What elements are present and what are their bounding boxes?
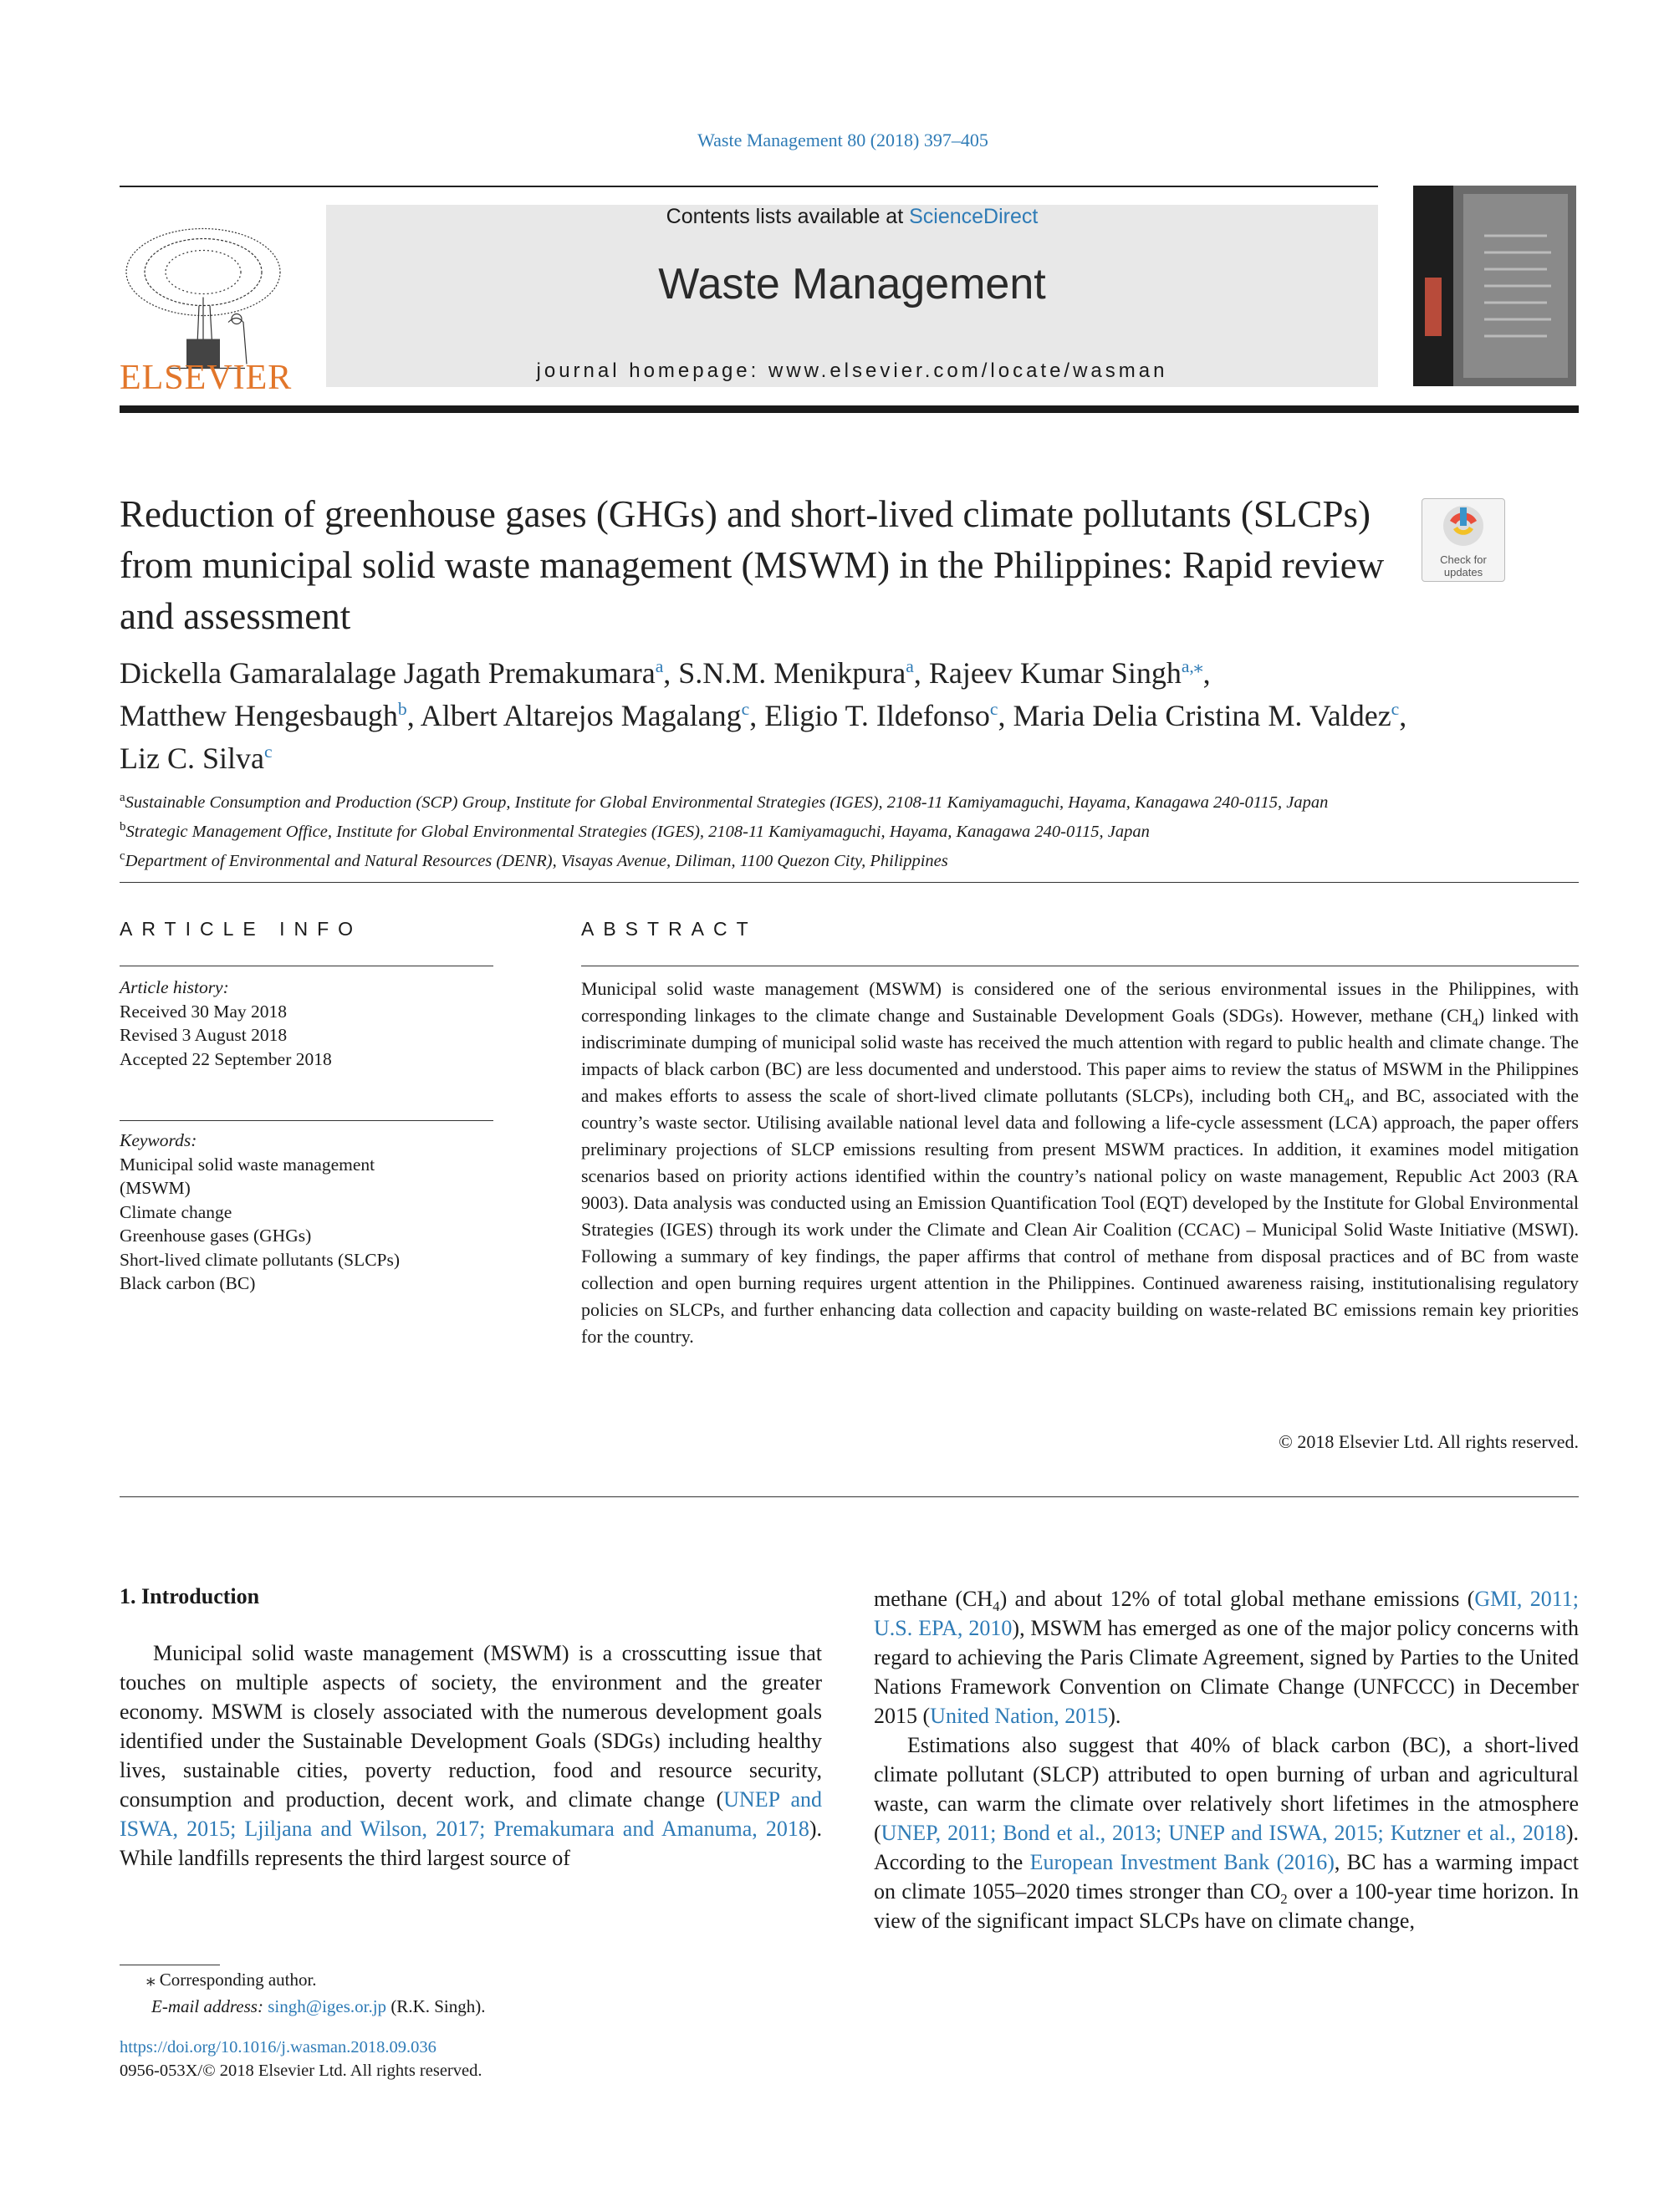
affiliations-rule xyxy=(120,882,1579,883)
body-text: Municipal solid waste management (MSWM) is a crosscutting issue that touches on multiple aspects of society, the environment and the greater economy. MSWM is closely associated with the numerous development goals identified under the Sustainable Development Goals (SDGs) including healthy lives, sustainable cities, poverty reduction, food and resource security, consumption and production, decent work, and climate change ( xyxy=(120,1641,822,1812)
corresponding-label: Corresponding author. xyxy=(159,1970,317,1990)
citation-link[interactable]: UNEP and ISWA, 2015; Ljiljana and Wilson, 2017; Premakumara and Amanuma, 2018 xyxy=(120,1787,822,1841)
revised-date: Revised 3 August 2018 xyxy=(120,1025,288,1045)
affiliation-mark[interactable]: c xyxy=(741,699,750,719)
email-label: E-mail address: xyxy=(151,1996,268,2016)
abstract-heading: ABSTRACT xyxy=(581,918,758,940)
separator: , xyxy=(1202,656,1211,690)
keyword: (MSWM) xyxy=(120,1178,191,1198)
crossmark-icon xyxy=(1422,499,1504,549)
body-text: Estimations also suggest that 40% of black carbon (BC), a short-lived climate pollutant (SLCP) attributed to open burning of urban and agricultural waste, can warm the climate over relatively short lifetimes in the atmosphere ( xyxy=(874,1733,1579,1845)
subscript: 4 xyxy=(1472,1016,1478,1030)
email-owner: (R.K. Singh). xyxy=(386,1996,486,2016)
citation-link[interactable]: European Investment Bank (2016) xyxy=(1029,1850,1335,1874)
affiliation-mark[interactable]: c xyxy=(1391,699,1400,719)
article-info-heading: ARTICLE INFO xyxy=(120,918,363,940)
affiliation-marker: c xyxy=(120,849,125,863)
author[interactable]: Maria Delia Cristina M. Valdez xyxy=(1013,699,1391,732)
header-top-rule xyxy=(120,186,1378,187)
author[interactable]: Liz C. Silva xyxy=(120,742,264,775)
body-text: ) and about 12% of total global methane emissions ( xyxy=(999,1587,1475,1611)
subscript: 4 xyxy=(1344,1096,1350,1110)
author[interactable]: Rajeev Kumar Singh xyxy=(928,656,1182,690)
elsevier-wordmark: ELSEVIER xyxy=(120,359,293,397)
affiliation-mark[interactable]: a,⁎ xyxy=(1181,656,1203,676)
body-text: ). xyxy=(1108,1704,1121,1728)
keywords-rule xyxy=(120,1120,493,1121)
author[interactable]: Matthew Hengesbaugh xyxy=(120,699,398,732)
affiliation-mark[interactable]: a xyxy=(906,656,914,676)
subscript: 4 xyxy=(993,1598,1000,1615)
intro-paragraph-2 xyxy=(874,1730,1579,1935)
affiliation-mark[interactable]: b xyxy=(397,699,407,719)
citation-link[interactable]: UNEP, 2011; Bond et al., 2013; UNEP and ISWA, 2015; Kutzner et al., 2018 xyxy=(881,1821,1566,1845)
affiliation-mark[interactable]: c xyxy=(264,742,273,762)
body-text: methane (CH xyxy=(874,1587,993,1611)
abstract-part: Municipal solid waste management (MSWM) is considered one of the serious environmental issues in the Philippines, with corresponding linkages to the climate change and Sustainable Development Goals (SDGs). However, methane (CH xyxy=(581,978,1579,1026)
separator: , xyxy=(406,699,421,732)
affiliation-text: Sustainable Consumption and Production (SCP) Group, Institute for Global Environmental Strategies (IGES), 2108-11 Kamiyamaguchi, Hayama, Kanagawa 240-0115, Japan xyxy=(125,793,1329,812)
corresponding-author-footnote xyxy=(146,1966,815,2020)
header-bottom-rule xyxy=(120,405,1579,413)
author-list xyxy=(120,652,1579,780)
abstract-part: ) linked with indiscriminate dumping of municipal solid waste has received the much attention with regard to public health and climate change. The impacts of black carbon (BC) are less documented and understood. This paper aims to review the status of MSWM in the Philippines and makes efforts to assess the scale of short-lived climate pollutants (SLCPs), including both CH xyxy=(581,1005,1579,1106)
separator: , xyxy=(998,699,1013,732)
intro-paragraph-1-cont xyxy=(874,1584,1579,1730)
affiliation-text: Department of Environmental and Natural Resources (DENR), Visayas Avenue, Diliman, 1100 Quezon City, Philippines xyxy=(125,851,948,870)
keyword: Black carbon (BC) xyxy=(120,1273,256,1293)
accepted-date: Accepted 22 September 2018 xyxy=(120,1048,332,1069)
separator: , xyxy=(663,656,679,690)
body-text: ). While landfills represents the third largest source of xyxy=(120,1817,822,1870)
author[interactable]: Eligio T. Ildefonso xyxy=(764,699,990,732)
affiliation-c xyxy=(120,844,1579,874)
check-for-updates-badge[interactable] xyxy=(1422,498,1505,582)
doi-link[interactable]: https://doi.org/10.1016/j.wasman.2018.09.036 xyxy=(120,2038,436,2057)
paper-title: Reduction of greenhouse gases (GHGs) and short-lived climate pollutants (SLCPs) from municipal solid waste management (MSWM) in the Philippines: Rapid review and assessment xyxy=(120,493,1385,637)
journal-cover-image xyxy=(1413,186,1576,386)
keyword: Greenhouse gases (GHGs) xyxy=(120,1226,312,1246)
citation-link[interactable]: GMI, 2011; U.S. EPA, 2010 xyxy=(874,1587,1579,1640)
intro-paragraph-1 xyxy=(120,1639,822,1873)
contents-prefix: Contents lists available at xyxy=(666,205,910,228)
abstract-part: , and BC, associated with the country’s waste sector. Utilising available national level data and following a life-cycle assessment (LCA) approach, the paper offers preliminary projections of SLCP emissions resulting from present MSWM practices. In addition, it examines model mitigation scenarios based on priority actions identified within the country’s national policy on waste management, Republic Act 2003 (RA 9003). Data analysis was conducted using an Emission Quantification Tool (EQT) developed by the Institute for Global Environmental Strategies (IGES) through its work under the Climate and Clean Air Coalition (CCAC) – Municipal Solid Waste Initiative (MSWI). Following a summary of key findings, the paper affirms that control of methane from disposal practices and of BC from waste collection and open burning requires urgent attention in the Philippines. Continued awareness raising, institutionalising regulatory policies on SLCPs, and further enhancing data collection and capacity building on waste-related BC emissions remain key priorities for the country. xyxy=(581,1085,1579,1347)
subscript: 2 xyxy=(1280,1891,1288,1908)
received-date: Received 30 May 2018 xyxy=(120,1001,288,1022)
affiliations xyxy=(120,786,1579,873)
separator: , xyxy=(749,699,765,732)
separator: , xyxy=(913,656,929,690)
separator: , xyxy=(1399,699,1407,732)
email-link[interactable]: singh@iges.or.jp xyxy=(268,1996,387,2016)
keyword: Short-lived climate pollutants (SLCPs) xyxy=(120,1249,401,1270)
affiliation-mark[interactable]: a xyxy=(655,656,664,676)
article-history xyxy=(120,976,493,1071)
citation-link[interactable]: United Nation, 2015 xyxy=(930,1704,1109,1728)
crossmark-line-1: Check for xyxy=(1440,553,1487,566)
crossmark-line-2: updates xyxy=(1443,566,1483,578)
keywords xyxy=(120,1129,493,1296)
section-heading-introduction: 1. Introduction xyxy=(120,1584,260,1608)
intro-column-2 xyxy=(874,1584,1579,1935)
journal-name: Waste Management xyxy=(658,260,1046,308)
keyword: Municipal solid waste management xyxy=(120,1154,375,1175)
body-rule xyxy=(120,1496,1579,1497)
affiliation-marker: a xyxy=(120,791,125,804)
body-text: ). According to the xyxy=(874,1821,1579,1874)
journal-reference[interactable]: Waste Management 80 (2018) 397–405 xyxy=(697,130,988,150)
history-label: Article history: xyxy=(120,977,229,997)
keywords-label: Keywords: xyxy=(120,1130,197,1150)
body-text: ), MSWM has emerged as one of the major policy concerns with regard to achieving the Paris Climate Agreement, signed by Parties to the United Nations Framework Convention on Climate Change (UNFCCC) in December 2015 ( xyxy=(874,1616,1579,1728)
affiliation-b xyxy=(120,815,1579,844)
affiliation-text: Strategic Management Office, Institute for Global Environmental Strategies (IGES), 2108-11 Kamiyamaguchi, Hayama, Kanagawa 240-0115, Japan xyxy=(125,822,1150,841)
author[interactable]: S.N.M. Menikpura xyxy=(678,656,906,690)
abstract-text xyxy=(581,976,1579,1350)
footnote-star: ⁎ xyxy=(146,1970,156,1990)
keyword: Climate change xyxy=(120,1201,232,1222)
affiliation-marker: b xyxy=(120,819,126,833)
body-text: over a 100-year time horizon. In view of the significant impact SLCPs have on climate change, xyxy=(874,1879,1579,1933)
journal-homepage[interactable]: journal homepage: www.elsevier.com/locate/wasman xyxy=(536,359,1168,382)
body-text: , BC has a warming impact on climate 1055–2020 times stronger than CO xyxy=(874,1850,1579,1904)
affiliation-a xyxy=(120,786,1579,815)
author[interactable]: Albert Altarejos Magalang xyxy=(420,699,742,732)
abstract-copyright: © 2018 Elsevier Ltd. All rights reserved. xyxy=(1279,1431,1579,1452)
sciencedirect-link[interactable]: ScienceDirect xyxy=(909,205,1039,228)
issn-copyright: 0956-053X/© 2018 Elsevier Ltd. All rights reserved. xyxy=(120,2062,482,2080)
author[interactable]: Dickella Gamaralalage Jagath Premakumara xyxy=(120,656,656,690)
affiliation-mark[interactable]: c xyxy=(989,699,998,719)
contents-line xyxy=(326,205,1378,229)
